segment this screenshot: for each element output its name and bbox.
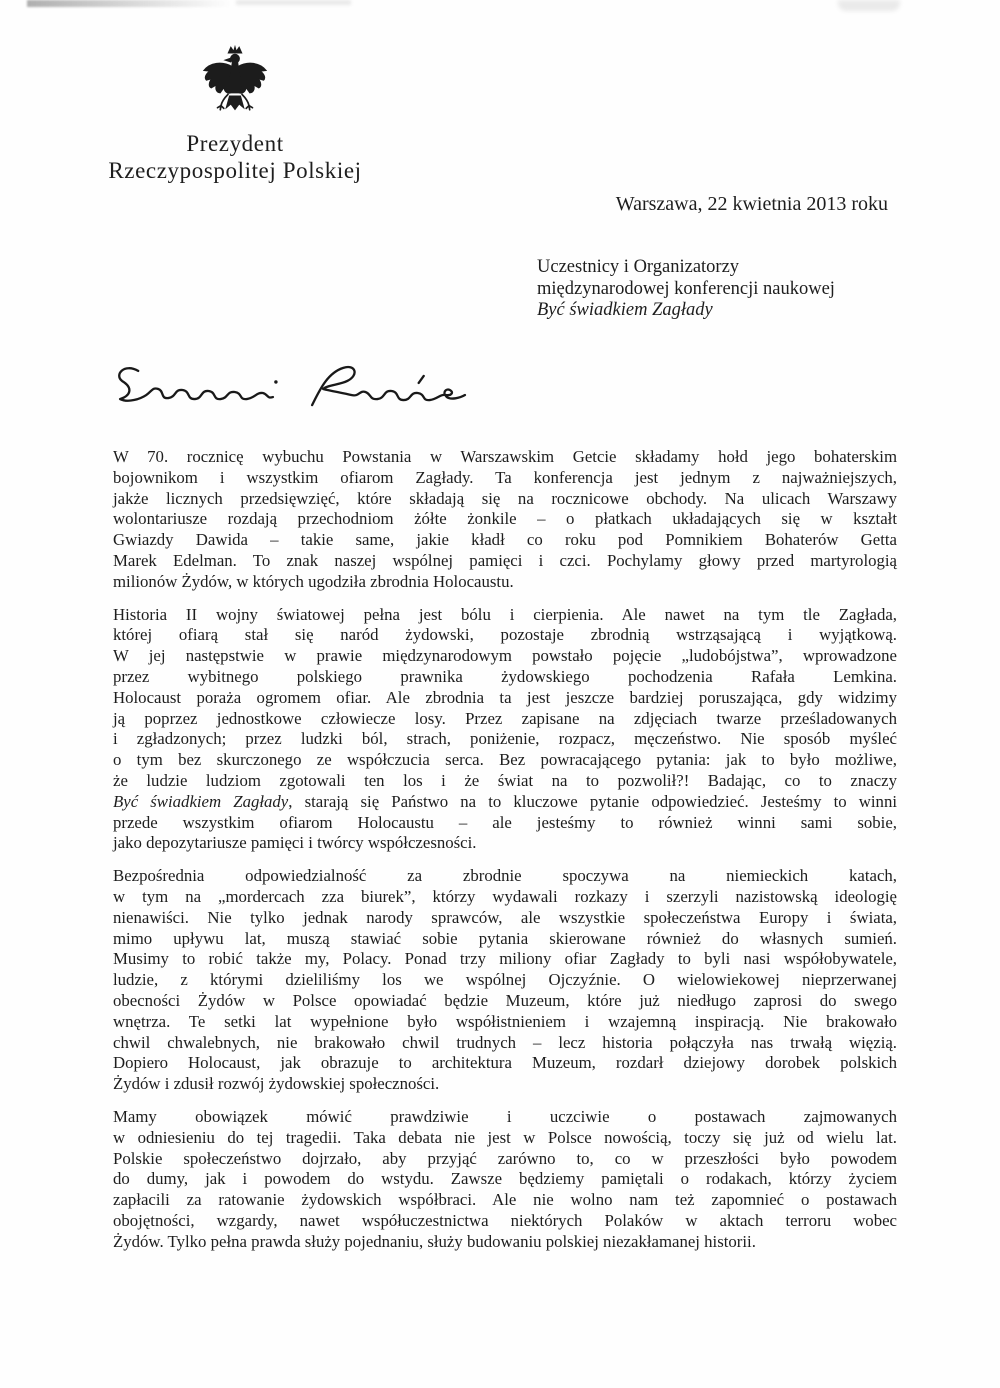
text-line: przez wybitnego polskiego prawnika żydowskiego pochodzenia Rafała Lemkina. <box>113 666 897 686</box>
text-line: ludzie, z którymi dzieliliśmy los we wspólnej Ojczyźnie. O wielowiekowej nieprzerwanej <box>113 970 897 990</box>
text-line: Gwiazdy Dawida – takie same, jakie kładł co roku pod Pomnikiem Bohaterów Getta <box>113 530 897 550</box>
text-line: obojętności, wzgardy, nawet współuczestnictwa niektórych Polaków w aktach terroru wobec <box>113 1210 897 1230</box>
text-line: jako depozytariusze pamięci i twórcy współczesności. <box>113 833 477 853</box>
text-line: wnętrza. Te setki lat wypełnione było współistnieniem i wzajemną inspiracją. Nie brakowało <box>113 1011 897 1031</box>
dateline: Warszawa, 22 kwietnia 2013 roku <box>615 193 888 215</box>
paragraph <box>113 605 897 855</box>
letterhead-title-line1: Prezydent <box>186 131 284 156</box>
scan-artifact <box>236 0 351 5</box>
text-line: milionów Żydów, w których ugodziła zbrodnia Holocaustu. <box>113 571 514 591</box>
letterhead <box>60 44 410 184</box>
text-line: Żydów. Tylko pełna prawda służy pojednaniu, służy budowaniu polskiej niezakłamanej historii. <box>113 1231 756 1251</box>
paragraph <box>113 866 897 1095</box>
addressee-block <box>537 257 835 322</box>
text-line: W 70. rocznicę wybuchu Powstania w Warszawskim Getcie składamy hołd jego bohaterskim <box>113 447 897 466</box>
handwritten-salutation <box>106 358 478 422</box>
text-line: mimo upływu lat, muszą stawiać sobie pytania skierowane również do własnych sumień. <box>113 928 897 948</box>
text-line: w odniesieniu do tej tragedii. Taka debata nie jest w Polsce nowością, toczy się już od wielu lat. <box>113 1127 897 1147</box>
text-line: Musimy to robić także my, Polacy. Ponad trzy miliony ofiar Zagłady to byli nasi współobywatele, <box>113 949 897 969</box>
text-line: Polskie społeczeństwo dojrzało, aby przyjąć zarówno to, co w przeszłości było powodem <box>113 1148 897 1168</box>
text-line: W jej następstwie w prawie międzynarodowym powstało pojęcie „ludobójstwa”, wprowadzone <box>113 646 897 666</box>
text-line: Żydów i zdusił rozwój żydowskiej społeczności. <box>113 1074 440 1094</box>
text-line: zapłacili za ratowanie żydowskich współbraci. Ale nie wolno nam też zapomnieć o postawach <box>113 1190 897 1210</box>
text-line: Bezpośrednia odpowiedzialność za zbrodnie spoczywa na niemieckich katach, <box>113 866 897 886</box>
letterhead-title-line2: Rzeczypospolitej Polskiej <box>108 158 362 183</box>
text-line: jakże licznych przedsięwzięć, które składają się na rocznicowe obchody. Na ulicach Warszawy <box>113 488 897 508</box>
text-line: Mamy obowiązek mówić prawdziwie i uczciwie o postawach zajmowanych <box>113 1106 897 1126</box>
text-line: przede wszystkim ofiarom Holocaustu – ale jesteśmy to również winni sami sobie, <box>113 812 897 832</box>
text-line: i zgładzonych; przez ludzki ból, strach, poniżenie, rozpacz, męczeństwo. Nie sposób myśleć <box>113 729 897 749</box>
text-line: bojownikom i wszystkim ofiarom Zagłady. Ta konferencja jest jednym z najważniejszych, <box>113 467 897 487</box>
text-line: wolontariusze rozdają przechodniom żółte żonkile – o płatkach układających się w kształt <box>113 509 897 529</box>
text-line: Być świadkiem Zagłady, starają się Państwo na to kluczowe pytanie odpowiedzieć. Jesteśmy to winni <box>113 791 898 811</box>
polish-eagle-emblem-icon <box>200 44 270 124</box>
paragraph <box>113 1107 897 1253</box>
paragraph <box>113 447 897 593</box>
addressee-line: Uczestnicy i Organizatorzy <box>537 257 740 277</box>
letter-body <box>113 447 897 1264</box>
text-line: Holocaust poraża ogromem ofiar. Ale zbrodnia ta jest jeszcze bardziej poruszająca, gdy widzimy <box>113 687 897 707</box>
text-line: w tym na „mordercach zza biurek”, którzy wydawali rozkazy i szerzyli nazistowską ideologię <box>113 886 897 906</box>
text-line: Dopiero Holocaust, jak obrazuje to architektura Muzeum, rozdarł dziejowy dorobek polskich <box>113 1053 897 1073</box>
text-line: do dumy, jak i powodem do wstydu. Zawsze będziemy pamiętali o rodakach, którzy życiem <box>113 1169 897 1189</box>
text-line: nienawiści. Nie tylko jednak narody sprawców, ale wszystkie społeczeństwa Europy i świata, <box>113 907 897 927</box>
text-line: obecności Żydów w Polsce opowiadać będzie Muzeum, które już niedługo zaprosi do swego <box>113 990 897 1010</box>
text-line: o tym bez skurczonego ze współczucia serca. Bez powracającego pytania: jak to było możliwe, <box>113 750 897 770</box>
scan-artifact <box>838 0 900 11</box>
text-line: chwil chwalebnych, nie brakowało chwil trudnych – lecz historia połączyła nas trwałą więzią. <box>113 1032 897 1052</box>
text-line: że ludzie ludziom zgotowali ten los i że świat na to pozwolił?! Badając, co to znaczy <box>113 770 897 790</box>
text-line: ją poprzez jednostkowe człowiecze losy. Przez zapisane na zdjęciach twarze prześladowanych <box>113 708 897 728</box>
addressee-line: międzynarodowej konferencji naukowej <box>537 278 835 299</box>
scan-artifact <box>27 0 232 7</box>
text-line: Marek Edelman. To znak naszej wspólnej pamięci i czci. Pochylamy głowy przed martyrologią <box>113 550 897 570</box>
text-line: której ofiarą stał się naród żydowski, pozostaje zbrodnią wstrząsającą i wyjątkową. <box>113 625 897 645</box>
text-line: Historia II wojny światowej pełna jest bólu i cierpienia. Ale nawet na tym tle Zagłada, <box>113 604 897 624</box>
addressee-conference-title: Być świadkiem Zagłady <box>537 300 713 320</box>
